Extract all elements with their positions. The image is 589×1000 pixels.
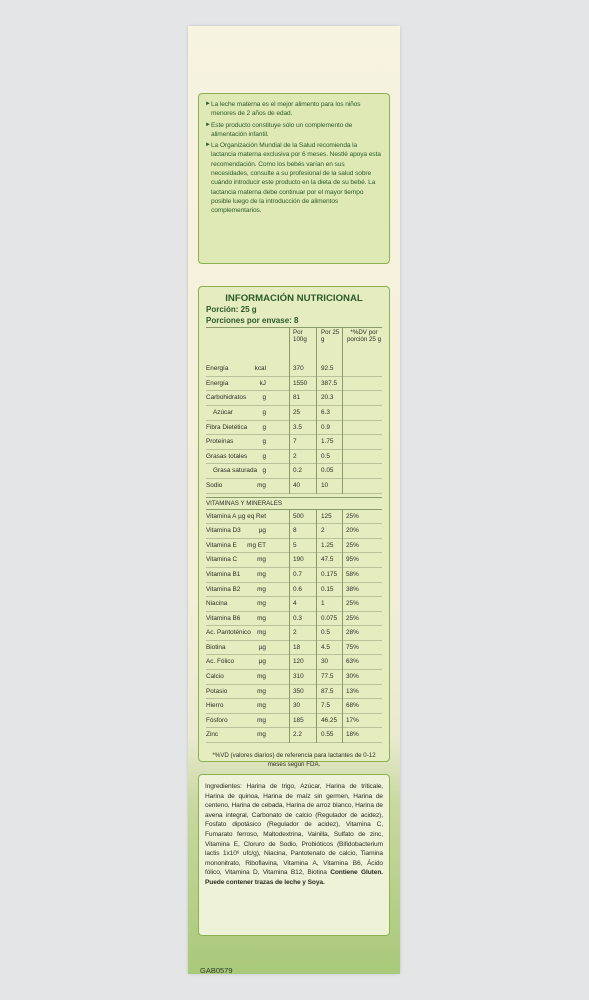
cell-v25: 10 (321, 481, 329, 489)
cell-v25: 1 (321, 600, 325, 608)
cell-v25: 20.3 (321, 394, 334, 402)
cell-v25: 125 (321, 512, 332, 520)
cell-v25: 1.75 (321, 438, 334, 446)
ingredients-text: Ingredientes: Harina de trigo, Azúcar, Harina de triticale, Harina de quinoa, Harina de maíz sin germen, Harina de centeno, Harina de cebada, Harina de arroz blanco, Harina de avena integral, Carbonato de calcio (Regulador de acidez), Fosfato dipotásico (Regulador de acidez), Vitamina C, Fumarato ferroso, Maltodextrina, Vainilla, Sulfato de zinc, Vitamina E, Cloruro de Sodio, Probióticos (Bifidobacterium lactis 1x10⁶ ufc/g), Niacina, Pantotenato de calcio, Tiamina mononitrato, Riboflavina, Vitamina A, Vitamina B6, Ácido fólico, Vitamina D, Vitamina B12, Biotina Contiene Gluten. Puede contener trazas de leche y Soya. (205, 783, 383, 886)
cell-v100: 8 (293, 527, 297, 535)
table-row (206, 714, 382, 729)
cell-v100: 0.3 (293, 614, 302, 622)
cell-v25: 46.25 (321, 716, 337, 724)
cell-v100: 7 (293, 438, 297, 446)
cell-name: Carbohidratos (206, 394, 247, 402)
cell-dv: 13% (346, 687, 359, 695)
cell-unit: mg (257, 673, 266, 681)
cell-v100: 5 (293, 541, 297, 549)
cell-v25: 0.05 (321, 467, 334, 475)
table-row (206, 728, 382, 743)
cell-v25: 0.175 (321, 570, 337, 578)
table-row (206, 655, 382, 670)
table-row (206, 612, 382, 627)
cell-unit: g (262, 467, 266, 475)
notice-item: ► Este producto constituye sólo un complemento de alimentación infantil. (205, 121, 353, 138)
table-header (206, 327, 382, 362)
cell-name: Energía (206, 379, 229, 387)
cell-v100: 500 (293, 512, 304, 520)
cell-dv: 68% (346, 702, 359, 710)
cell-unit: mg (257, 702, 266, 710)
table-row (206, 626, 382, 641)
cell-name: Biotina (206, 643, 226, 651)
cell-dv: 20% (346, 527, 359, 535)
cell-name: Calcio (206, 673, 224, 681)
cell-name: Azúcar (213, 408, 233, 416)
cell-v100: 1550 (293, 379, 308, 387)
cell-dv: 25% (346, 614, 359, 622)
cell-v25: 2 (321, 527, 325, 535)
cell-unit: kJ (259, 379, 266, 387)
cell-name: Proteínas (206, 438, 234, 446)
cell-unit: g (262, 438, 266, 446)
cell-name: Vitamina B2 (206, 585, 241, 593)
table-row (206, 597, 382, 612)
cell-dv: 63% (346, 658, 359, 666)
breastfeeding-notice (198, 93, 390, 264)
cell-v100: 2 (293, 629, 297, 637)
vitamin-rows (206, 510, 382, 744)
cell-v25: 4.5 (321, 643, 330, 651)
header-per-25g: Por 25 g (321, 329, 340, 343)
serving-size: Porción: 25 g (206, 305, 257, 314)
ingredients-box (198, 774, 390, 936)
header-dv: *%DV por porción 25 g (346, 329, 382, 343)
nutrition-footnote: *%VD (valores diarios) de referencia para lactantes de 0-12 meses según FDA. (212, 752, 376, 769)
table-row (206, 568, 382, 583)
cell-name: Energía (206, 365, 229, 373)
table-row (206, 539, 382, 554)
cell-name: Vitamina A (206, 512, 237, 520)
cell-v100: 185 (293, 716, 304, 724)
cell-v25: 0.15 (321, 585, 334, 593)
cell-v100: 0.7 (293, 570, 302, 578)
cell-v25: 0.55 (321, 731, 334, 739)
cell-name: Vitamina B6 (206, 614, 241, 622)
cell-dv: 75% (346, 643, 359, 651)
header-per-100g: Por 100g (293, 329, 307, 343)
package-side-panel (188, 26, 400, 974)
cell-unit: µg (258, 527, 266, 535)
cell-v100: 0.6 (293, 585, 302, 593)
cell-unit: mg (257, 629, 266, 637)
cell-name: Fósforo (206, 716, 228, 724)
cell-name: Niacina (206, 600, 228, 608)
bullet-arrow-icon: ► (205, 121, 211, 128)
cell-unit: mg (257, 570, 266, 578)
cell-name: Ac. Pantoténico (206, 629, 251, 637)
cell-v100: 81 (293, 394, 301, 402)
cell-dv: 58% (346, 570, 359, 578)
cell-unit: kcal (254, 365, 266, 373)
nutrition-facts-table (198, 286, 390, 769)
cell-v25: 87.5 (321, 687, 334, 695)
cell-v25: 1.25 (321, 541, 334, 549)
cell-name: Vitamina B1 (206, 570, 241, 578)
cell-name: Ac. Fólico (206, 658, 235, 666)
notice-item: ► La leche materna es el mejor alimento para los niños menores de 2 años de edad. (205, 101, 361, 118)
cell-v25: 30 (321, 658, 329, 666)
table-row (206, 377, 382, 392)
cell-unit: mg (257, 614, 266, 622)
cell-dv: 30% (346, 673, 359, 681)
cell-name: Zinc (206, 731, 219, 739)
table-row (206, 435, 382, 450)
cell-v25: 0.5 (321, 452, 330, 460)
table-row (206, 464, 382, 479)
cell-v25: 7.5 (321, 702, 330, 710)
cell-dv: 38% (346, 585, 359, 593)
table-row (206, 553, 382, 568)
cell-v100: 310 (293, 673, 304, 681)
nutrient-rows (206, 362, 382, 493)
table-row (206, 685, 382, 700)
table-row (206, 641, 382, 656)
cell-v100: 18 (293, 643, 301, 651)
cell-unit: mg (257, 481, 266, 489)
cell-v25: 0.075 (321, 614, 337, 622)
cell-v25: 77.5 (321, 673, 334, 681)
cell-name: Grasa saturada (213, 467, 258, 475)
table-row (206, 421, 382, 436)
table-row (206, 479, 382, 494)
cell-name: Hierro (206, 702, 224, 710)
cell-v25: 0.9 (321, 423, 330, 431)
cell-name: Sodio (206, 481, 223, 489)
table-row (206, 510, 382, 525)
cell-unit: mg (257, 687, 266, 695)
servings-per-pack: Porciones por envase: 8 (206, 315, 299, 325)
cell-v25: 47.5 (321, 556, 334, 564)
cell-unit: mg (257, 556, 266, 564)
cell-v100: 370 (293, 365, 304, 373)
cell-name: Vitamina C (206, 556, 238, 564)
cell-v100: 40 (293, 481, 301, 489)
cell-name: Vitamina E (206, 541, 237, 549)
cell-unit: g (262, 452, 266, 460)
cell-dv: 17% (346, 716, 359, 724)
cell-unit: g (262, 408, 266, 416)
product-code: GAB0579 (200, 966, 233, 974)
cell-dv: 28% (346, 629, 359, 637)
allergen-statement: Contiene Gluten. Puede contener trazas de leche y Soya. (205, 869, 383, 886)
cell-name: Fibra Dietética (206, 423, 248, 431)
table-row (206, 670, 382, 685)
cell-v100: 30 (293, 702, 301, 710)
cell-v100: 4 (293, 600, 297, 608)
table-row (206, 699, 382, 714)
table-row (206, 406, 382, 421)
cell-name: Vitamina D3 (206, 527, 241, 535)
nutrition-title: INFORMACIÓN NUTRICIONAL (225, 293, 363, 304)
cell-v100: 120 (293, 658, 304, 666)
table-row (206, 524, 382, 539)
cell-v100: 350 (293, 687, 304, 695)
cell-unit: mg ET (247, 541, 266, 549)
cell-unit: g (262, 394, 266, 402)
cell-unit: µg (258, 658, 266, 666)
cell-v100: 0.2 (293, 467, 302, 475)
cell-name: Potasio (206, 687, 228, 695)
cell-v100: 25 (293, 408, 301, 416)
cell-v100: 190 (293, 556, 304, 564)
table-row (206, 450, 382, 465)
bullet-arrow-icon: ► (205, 142, 211, 149)
cell-v100: 3.5 (293, 423, 302, 431)
table-row (206, 391, 382, 406)
cell-unit: mg (257, 600, 266, 608)
notice-item: ► La Organización Mundial de la Salud recomienda la lactancia materna exclusiva por 6 meses. Nestlé apoya esta recomendación. Como los bebés varían en sus necesidades, consulte a su profesional de la salud sobre cuándo introducir este producto en la dieta de su bebé. La lactancia materna debe continuar por el mayor tiempo posible luego de la introducción de alimentos complementarios. (205, 142, 381, 215)
cell-v100: 2 (293, 452, 297, 460)
cell-dv: 18% (346, 731, 359, 739)
cell-v25: 0.5 (321, 629, 330, 637)
cell-unit: µg (258, 643, 266, 651)
cell-unit: mg (257, 585, 266, 593)
cell-unit: mg (257, 716, 266, 724)
table-row (206, 362, 382, 377)
cell-v25: 92.5 (321, 365, 334, 373)
cell-unit: µg eq Ret (238, 512, 266, 520)
cell-dv: 25% (346, 512, 359, 520)
cell-v25: 6.3 (321, 408, 330, 416)
table-row (206, 583, 382, 598)
cell-unit: mg (257, 731, 266, 739)
cell-dv: 25% (346, 541, 359, 549)
cell-dv: 95% (346, 556, 359, 564)
cell-unit: g (262, 423, 266, 431)
cell-v100: 2.2 (293, 731, 302, 739)
bullet-arrow-icon: ► (205, 101, 211, 107)
cell-name: Grasas totales (206, 452, 248, 460)
cell-v25: 387.5 (321, 379, 337, 387)
vitamins-section-title: VITAMINAS Y MINERALES (206, 497, 382, 510)
cell-dv: 25% (346, 600, 359, 608)
